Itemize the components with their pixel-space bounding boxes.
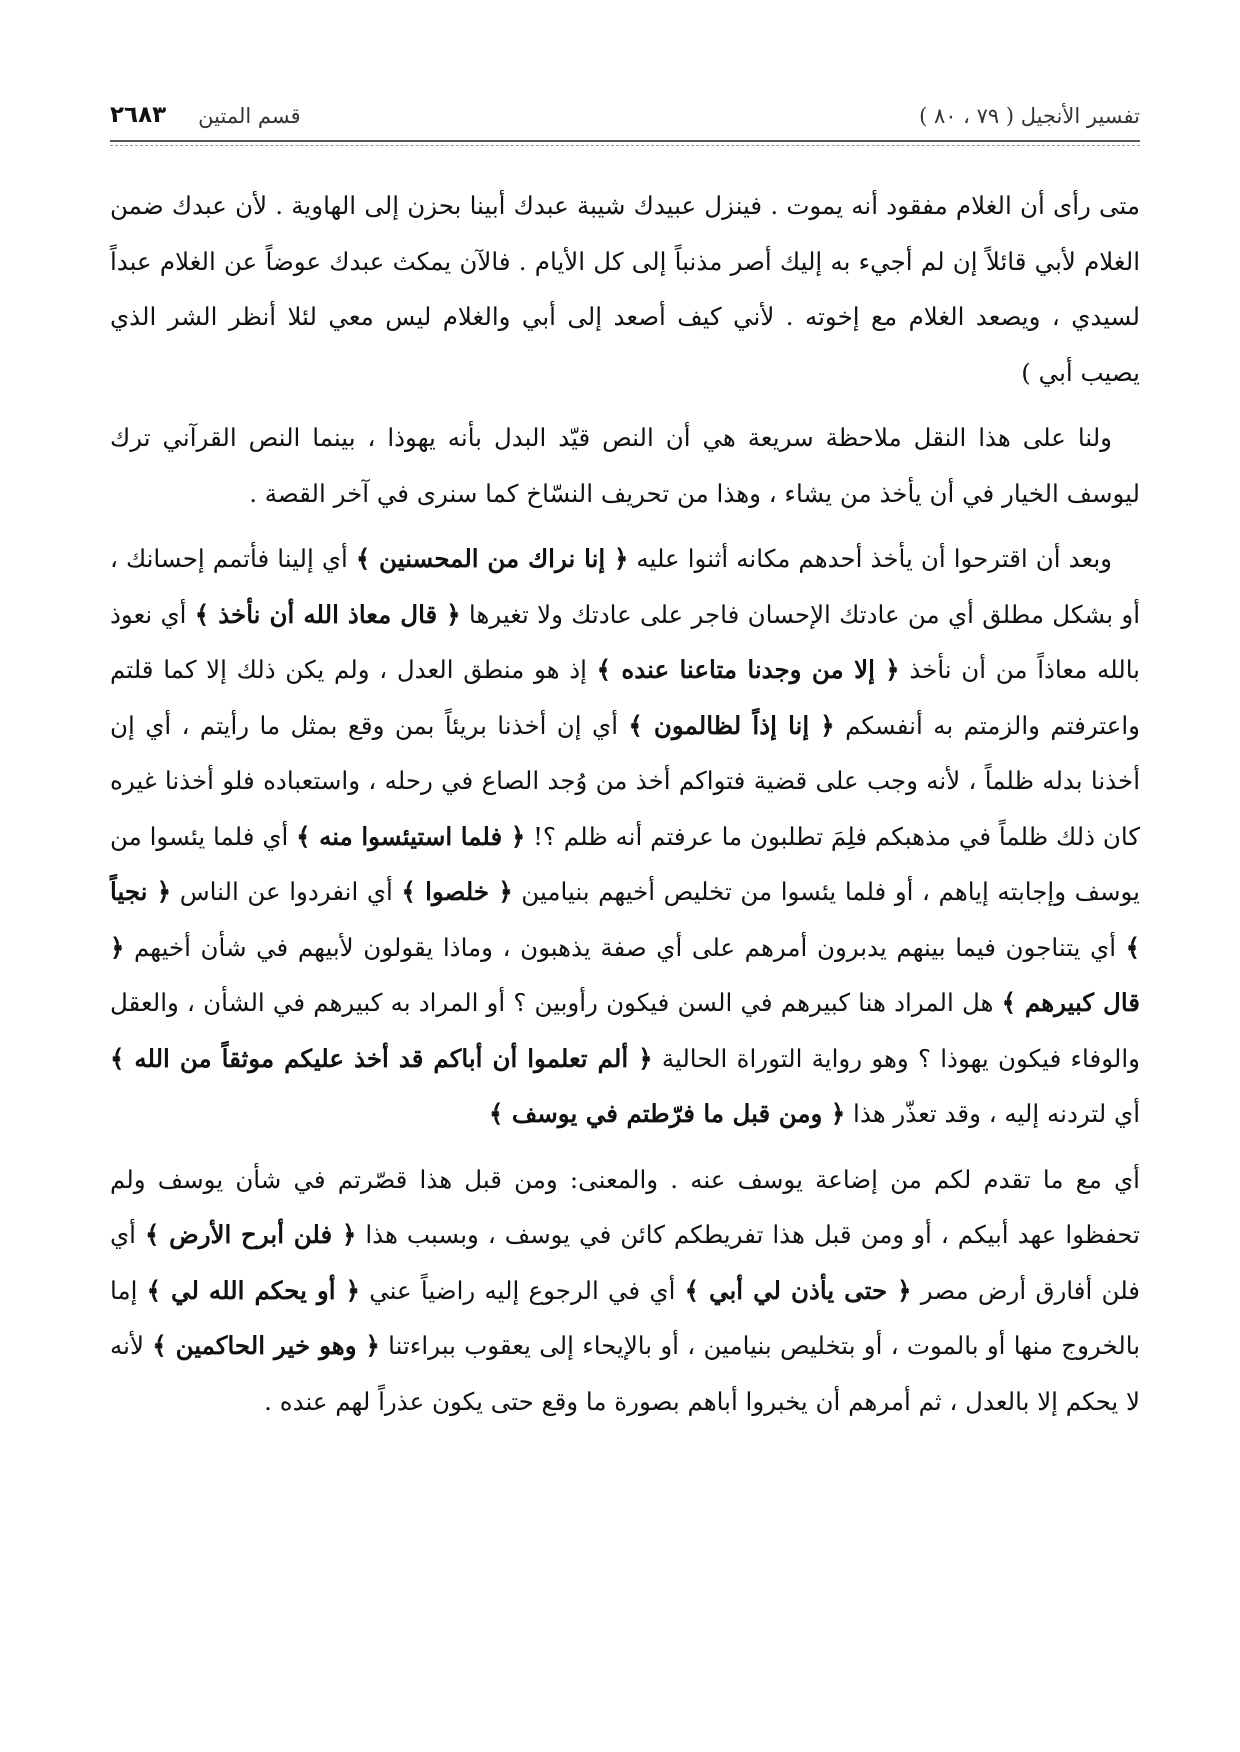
- body-text-run: ولنا على هذا النقل ملاحظة سريعة هي أن النص قيّد البدل بأنه يهوذا ، بينما النص القرآني ترك ليوسف الخيار في أن يأخذ من يشاء ، وهذا من تحريف النسّاخ كما سنرى في آخر القصة .: [110, 423, 1140, 508]
- quran-quote: ﴿ ومن قبل ما فرّطتم في يوسف ﴾: [489, 1099, 846, 1128]
- header-section-title: قسم المتين: [198, 104, 301, 128]
- paragraph: [110, 178, 1140, 400]
- body-text-run: أي يتناجون فيما بينهم يدبرون أمرهم على أي صفة يذهبون ، وماذا يقولون لأبيهم في شأن أخيهم: [124, 932, 1126, 962]
- quran-quote: ﴿ نجياً ﴾: [110, 877, 1140, 962]
- body-text-run: أي فلن أفارق أرض مصر: [110, 1220, 1141, 1305]
- quran-quote: ﴿ فلما استيئسوا منه ﴾: [296, 821, 526, 851]
- paragraph: [110, 531, 1140, 1142]
- body-text-run: متى رأى أن الغلام مفقود أنه يموت . فينزل عبيدك شيبة عبدك أبينا بحزن إلى الهاوية . لأن عبدك ضمن الغلام لأبي قائلاً إن لم أجيء به إليك أصر مذنباً إلى كل الأيام . فالآن يمكث عبدك عوضاً عن الغلام عبداً لسيدي ، ويصعد الغلام مع إخوته . لأني كيف أصعد إلى أبي والغلام ليس معي لئلا أنظر الشر الذي يصيب أبي ): [110, 191, 1140, 387]
- header-left-group: [110, 102, 301, 128]
- header-rule: [110, 140, 1140, 144]
- page-number: ٢٦٨٣: [110, 102, 167, 128]
- quran-quote: ﴿ أو يحكم الله لي ﴾: [146, 1275, 360, 1305]
- quran-quote: ﴿ قال كبيرهم ﴾: [110, 932, 1140, 1017]
- body-text-run: إما بالخروج منها أو بالموت ، أو بتخليص بنيامين ، أو بالإيحاء إلى يعقوب ببراءتنا: [110, 1275, 1141, 1360]
- quran-quote: ﴿ خلصوا ﴾: [401, 877, 513, 906]
- quran-quote: ﴿ إنا إذاً لظالمون ﴾: [628, 710, 835, 740]
- quran-quote: ﴿ إلا من وجدنا متاعنا عنده ﴾: [596, 655, 900, 684]
- running-header: [110, 80, 1140, 128]
- body-text-run: أي لتردنه إليه ، وقد تعذّر هذا: [845, 1099, 1140, 1128]
- body-text-run: أي في الرجوع إليه راضياً عني: [359, 1275, 685, 1305]
- quran-quote: ﴿ فلن أبرح الأرض ﴾: [144, 1220, 357, 1249]
- quran-quote: ﴿ قال معاذ الله أن نأخذ ﴾: [194, 599, 461, 629]
- body-text-run: أي فلما يئسوا من يوسف وإجابته إياهم ، أو فلما يئسوا من تخليص أخيهم بنيامين: [110, 821, 1140, 906]
- body-text-run: أي انفردوا عن الناس: [171, 877, 402, 906]
- body-text-run: أي مع ما تقدم لكم من إضاعة يوسف عنه . والمعنى: ومن قبل هذا قصّرتم في شأن يوسف ولم تحفظوا عهد أبيكم ، أو ومن قبل هذا تفريطكم كائن في يوسف ، وبسبب هذا: [110, 1164, 1140, 1249]
- body-text-run: أي إلينا فأتمم إحسانك ، أو بشكل مطلق أي من عادتك الإحسان فاجر على عادتك ولا تغيرها: [110, 544, 1141, 629]
- header-book-title: تفسير الأنجيل ( ٧٩ ، ٨٠ ): [919, 104, 1140, 128]
- header-rule-thin: [110, 145, 1140, 146]
- body-text-run: وبعد أن اقترحوا أن يأخذ أحدهم مكانه أثنوا عليه: [628, 544, 1112, 573]
- paragraph: [110, 410, 1140, 521]
- body-text: [110, 178, 1140, 1429]
- body-text-run: أي إن أخذنا بريئاً بمن وقع بمثل ما رأيتم ، أي إن أخذنا بدله ظلماً ، لأنه وجب على قضية فتواكم أخذ من وُجد الصاع في رحله ، واستعباده فلو أخذنا غيره كان ذلك ظلماً في مذهبكم فلِمَ تطلبون ما عرفتم أنه ظلم ؟!: [110, 710, 1140, 851]
- quran-quote: ﴿ وهو خير الحاكمين ﴾: [152, 1331, 380, 1360]
- paragraph: [110, 1152, 1140, 1430]
- body-text-run: إذ هو منطق العدل ، ولم يكن ذلك إلا كما قلتم واعترفتم والزمتم به أنفسكم: [110, 655, 1141, 740]
- body-text-run: لأنه لا يحكم إلا بالعدل ، ثم أمرهم أن يخبروا أباهم بصورة ما وقع حتى يكون عذراً لهم عنده .: [110, 1331, 1140, 1416]
- quran-quote: ﴿ إنا نراك من المحسنين ﴾: [355, 544, 629, 573]
- header-rule-thick: [110, 140, 1140, 142]
- quran-quote: ﴿ ألم تعلموا أن أباكم قد أخذ عليكم موثقاً من الله ﴾: [110, 1043, 653, 1073]
- body-text-run: أي نعوذ بالله معاذاً من أن نأخذ: [110, 599, 1140, 684]
- body-text-run: هل المراد هنا كبيرهم في السن فيكون رأوبين ؟ أو المراد به كبيرهم في الشأن ، والعقل والوفاء فيكون يهوذا ؟ وهو رواية التوراة الحالية: [110, 988, 1140, 1073]
- quran-quote: ﴿ حتى يأذن لي أبي ﴾: [684, 1275, 912, 1305]
